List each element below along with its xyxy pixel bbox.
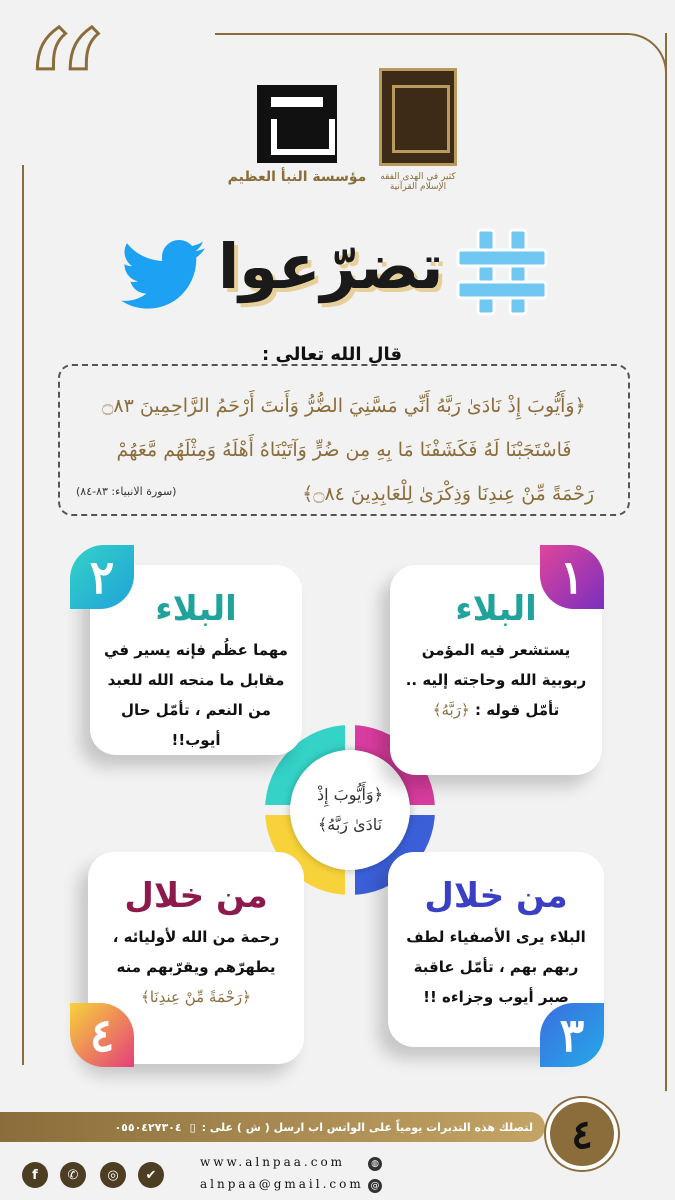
whatsapp-icon[interactable]: ✆ bbox=[60, 1162, 86, 1188]
twitter-icon[interactable]: ✔ bbox=[138, 1162, 164, 1188]
encyclopedia-logo-mark bbox=[379, 68, 457, 166]
foundation-logo-mark bbox=[257, 85, 337, 163]
encyclopedia-logo-caption: كثير في الهدى الفقه الإسلام القرآنية bbox=[380, 172, 456, 192]
footer-phone[interactable]: ٠٥٥٠٤٢٧٣٠٤ bbox=[114, 1120, 182, 1134]
card-4-verse: ﴿رَحْمَةً مِّنْ عِندِنَا﴾ bbox=[141, 988, 251, 1006]
frame-left-line bbox=[22, 165, 24, 1065]
twitter-bird-icon bbox=[120, 240, 206, 310]
card-3-number-badge: ٣ bbox=[540, 1003, 604, 1067]
encyclopedia-logo bbox=[372, 68, 464, 198]
card-1-number-badge: ١ bbox=[540, 545, 604, 609]
verse-line-1: ﴿وَأَيُّوبَ إِذْ نَادَىٰ رَبَّهُ أَنِّي مَسَّنِيَ الضُّرُّ وَأَنتَ أَرْحَمُ الرَّاحِمِينَ ۝٨٣ bbox=[102, 395, 586, 417]
card-3-heading: من خلال bbox=[424, 876, 568, 916]
card-4-number-badge: ٤ bbox=[70, 1003, 134, 1067]
card-2-number-badge: ٢ bbox=[70, 545, 134, 609]
center-verse: ﴿وَأَيُّوبَ إِذْ نَادَىٰ رَبَّهُ﴾ bbox=[290, 750, 410, 870]
globe-icon: ◍ bbox=[368, 1157, 382, 1171]
card-1-body bbox=[390, 631, 602, 725]
frame-corner bbox=[617, 33, 667, 83]
verse-source: (سورة الانبياء: ٨٣-٨٤) bbox=[76, 485, 177, 498]
hashtag-icon bbox=[450, 222, 550, 322]
verse-line-3: رَحْمَةً مِّنْ عِندِنَا وَذِكْرَىٰ لِلْعَابِدِينَ ۝٨٤﴾ bbox=[302, 483, 594, 505]
card-3-body: البلاء يرى الأصفياء لطف ربهم بهم ، تأمّل عاقبة صبر أيوب وجزاءه !! bbox=[406, 928, 586, 1006]
card-1-text: يستشعر فيه المؤمن ربوبية الله وحاجته إليه .. تأمّل قوله : bbox=[405, 641, 587, 719]
card-2-body: مهما عظُم فإنه يسير في مقابل ما منحه الله للعبد من النعم ، تأمّل حال أيوب!! bbox=[104, 641, 288, 749]
card-1-verse: ﴿رَبَّهُ﴾ bbox=[432, 701, 470, 719]
at-icon: @ bbox=[368, 1179, 382, 1193]
frame-top-line bbox=[215, 33, 620, 35]
footer-bar bbox=[0, 1112, 545, 1142]
phone-icon: ▯ bbox=[189, 1120, 196, 1134]
card-4-heading: من خلال bbox=[124, 876, 268, 916]
email-link[interactable]: alnpaa@gmail.com bbox=[200, 1177, 364, 1191]
intro-label: قال الله تعالى : bbox=[262, 344, 403, 365]
verse-line-2: فَاسْتَجَبْنَا لَهُ فَكَشَفْنَا مَا بِهِ مِن ضُرٍّ وَآتَيْنَاهُ أَهْلَهُ وَمِثْلَهُم مَّعَهُمْ bbox=[116, 439, 572, 461]
card-4-text: رحمة من الله لأوليائه ، يطهرّهم ويقرّبهم منه bbox=[112, 928, 280, 976]
page-number: ٤ bbox=[546, 1098, 618, 1170]
foundation-logo bbox=[222, 85, 372, 195]
hashtag-title: تضرّعوا bbox=[218, 230, 444, 303]
hashtag-header bbox=[110, 222, 550, 322]
card-2-heading: البلاء bbox=[155, 589, 237, 629]
facebook-icon[interactable]: f bbox=[22, 1162, 48, 1188]
frame-right-line bbox=[665, 33, 667, 1091]
foundation-logo-caption: مؤسسة النبأ العظيم bbox=[227, 169, 367, 185]
verse-box bbox=[58, 364, 630, 516]
instagram-icon[interactable]: ◎ bbox=[100, 1162, 126, 1188]
card-4-body bbox=[88, 918, 304, 1012]
footer-notice: لتصلك هذه التدبرات يومياً على الواتس اب ارسل ( ش ) على : bbox=[201, 1120, 533, 1134]
quote-mark-icon: “ bbox=[20, 0, 89, 194]
website-link[interactable]: www.alnpaa.com bbox=[200, 1155, 346, 1169]
card-1-heading: البلاء bbox=[455, 589, 537, 629]
